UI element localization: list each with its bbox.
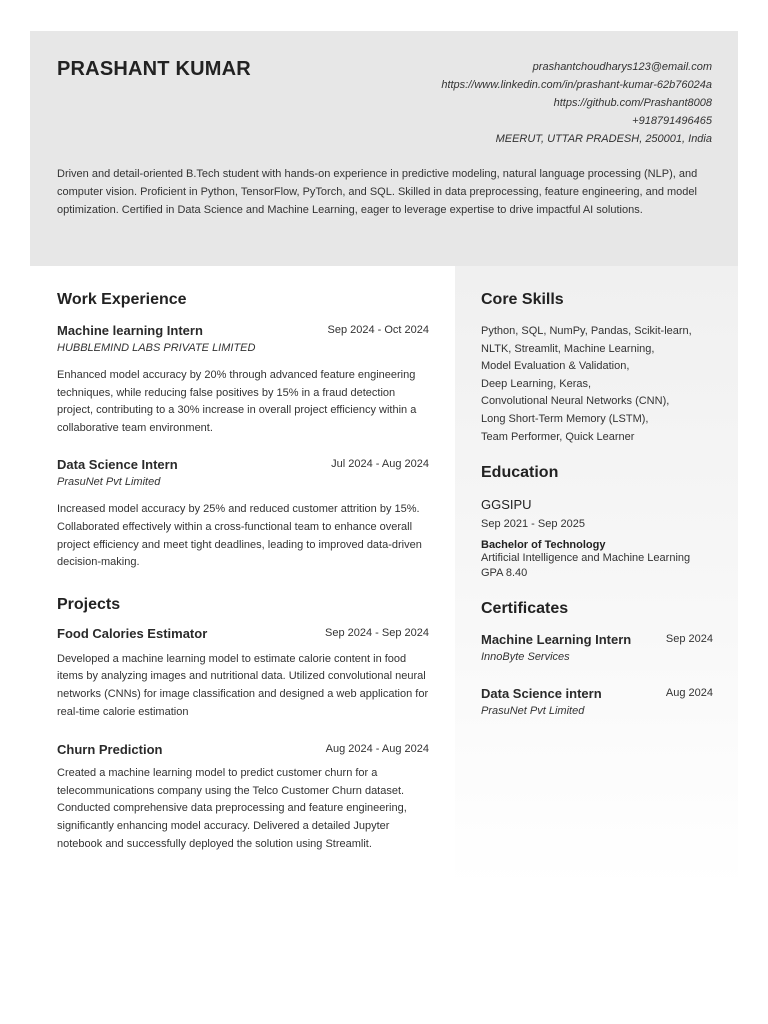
certificate-issuer: InnoByte Services — [481, 651, 570, 664]
project-name: Churn Prediction — [57, 742, 163, 758]
work-role: Machine learning Intern — [57, 323, 203, 338]
skill-line: Model Evaluation & Validation, — [481, 360, 630, 373]
certificate-entry — [481, 686, 713, 717]
work-company: PrasuNet Pvt Limited — [57, 476, 161, 489]
certificate-name: Machine Learning Intern — [481, 632, 632, 648]
skill-line: Convolutional Neural Networks (CNN), — [481, 395, 670, 408]
contact-linkedin[interactable]: https://www.linkedin.com/in/prashant-kumar-62b76024a — [441, 79, 712, 91]
project-dates: Aug 2024 - Aug 2024 — [325, 743, 429, 756]
projects-heading: Projects — [57, 595, 121, 613]
work-dates: Sep 2024 - Oct 2024 — [327, 324, 429, 336]
sidebar-column — [481, 266, 713, 717]
work-role: Data Science Intern — [57, 457, 178, 473]
project-entry — [57, 742, 429, 853]
work-company: HUBBLEMIND LABS PRIVATE LIMITED — [57, 342, 256, 354]
work-entry — [57, 323, 429, 437]
contact-info — [441, 58, 712, 148]
skill-line: NLTK, Streamlit, Machine Learning, — [481, 342, 655, 355]
education-entry — [481, 497, 713, 581]
education-field: Artificial Intelligence and Machine Learning — [481, 552, 691, 565]
work-experience-heading: Work Experience — [57, 291, 187, 308]
contact-email[interactable]: prashantchoudharys123@email.com — [532, 61, 712, 73]
profile-summary: Driven and detail-oriented B.Tech student with hands-on experience in predictive modeling, natural language processing (NLP), and computer vision. Proficient in Python, TensorFlow, PyTorch, and SQL. Skilled in data preprocessing, feature engineering, and model optimization. Certified in Data Science and Machine Learning, eager to leverage expertise to drive impactful AI solutions. — [57, 168, 698, 216]
work-description: Increased model accuracy by 25% and reduced customer attrition by 15%. Collaborated effectively within a cross-functional team to enhance overall project efficiency and meet tight deadlines, leading to improved data-driven decision-making. — [57, 503, 422, 569]
resume-header — [30, 31, 738, 266]
core-skills-heading: Core Skills — [481, 291, 564, 308]
certificate-issuer: PrasuNet Pvt Limited — [481, 705, 585, 718]
project-name: Food Calories Estimator — [57, 625, 208, 641]
education-heading: Education — [481, 464, 559, 482]
work-dates: Jul 2024 - Aug 2024 — [331, 458, 429, 471]
certificate-name: Data Science intern — [481, 686, 602, 702]
contact-phone: +918791496465 — [632, 115, 712, 127]
project-entry — [57, 626, 429, 721]
skill-line: Team Performer, Quick Learner — [481, 430, 635, 443]
work-description: Enhanced model accuracy by 20% through advanced feature engineering techniques, while reducing false positives by 15% in a fraud detection project, contributing to a 30% increase in overall project efficiency within a collaborative team environment. — [57, 369, 417, 434]
skill-line: Python, SQL, NumPy, Pandas, Scikit-learn, — [481, 325, 692, 337]
certificate-date: Sep 2024 — [665, 633, 713, 646]
certificate-entry — [481, 632, 713, 663]
education-gpa: GPA 8.40 — [481, 567, 528, 580]
education-school: GGSIPU — [481, 497, 532, 513]
education-degree: Bachelor of Technology — [481, 539, 606, 552]
certificate-date: Aug 2024 — [665, 687, 713, 700]
main-column — [57, 266, 429, 853]
project-description: Created a machine learning model to predict customer churn for a telecommunications company using the Telco Customer Churn dataset. Conducted comprehensive data preprocessing and feature engineering, significantly enhancing model accuracy. Delivered a detailed Jupyter notebook and successfully deployed the solution using Streamlit. — [57, 767, 407, 850]
skill-line: Long Short-Term Memory (LSTM), — [481, 412, 649, 425]
contact-address: MEERUT, UTTAR PRADESH, 250001, India — [495, 133, 712, 145]
candidate-name: PRASHANT KUMAR — [57, 58, 251, 80]
contact-github[interactable]: https://github.com/Prashant8008 — [553, 97, 712, 109]
education-dates: Sep 2021 - Sep 2025 — [481, 518, 585, 531]
skill-line: Deep Learning, Keras, — [481, 377, 592, 390]
project-dates: Sep 2024 - Sep 2024 — [325, 626, 429, 639]
work-entry — [57, 457, 429, 571]
project-description: Developed a machine learning model to estimate calorie content in food items by analyzing images and nutritional data. Utilized convolutional neural networks (CNNs) for image classification and designed a web application for real-time calorie estimation — [57, 652, 429, 718]
certificates-heading: Certificates — [481, 600, 569, 618]
skills-list — [481, 323, 713, 446]
